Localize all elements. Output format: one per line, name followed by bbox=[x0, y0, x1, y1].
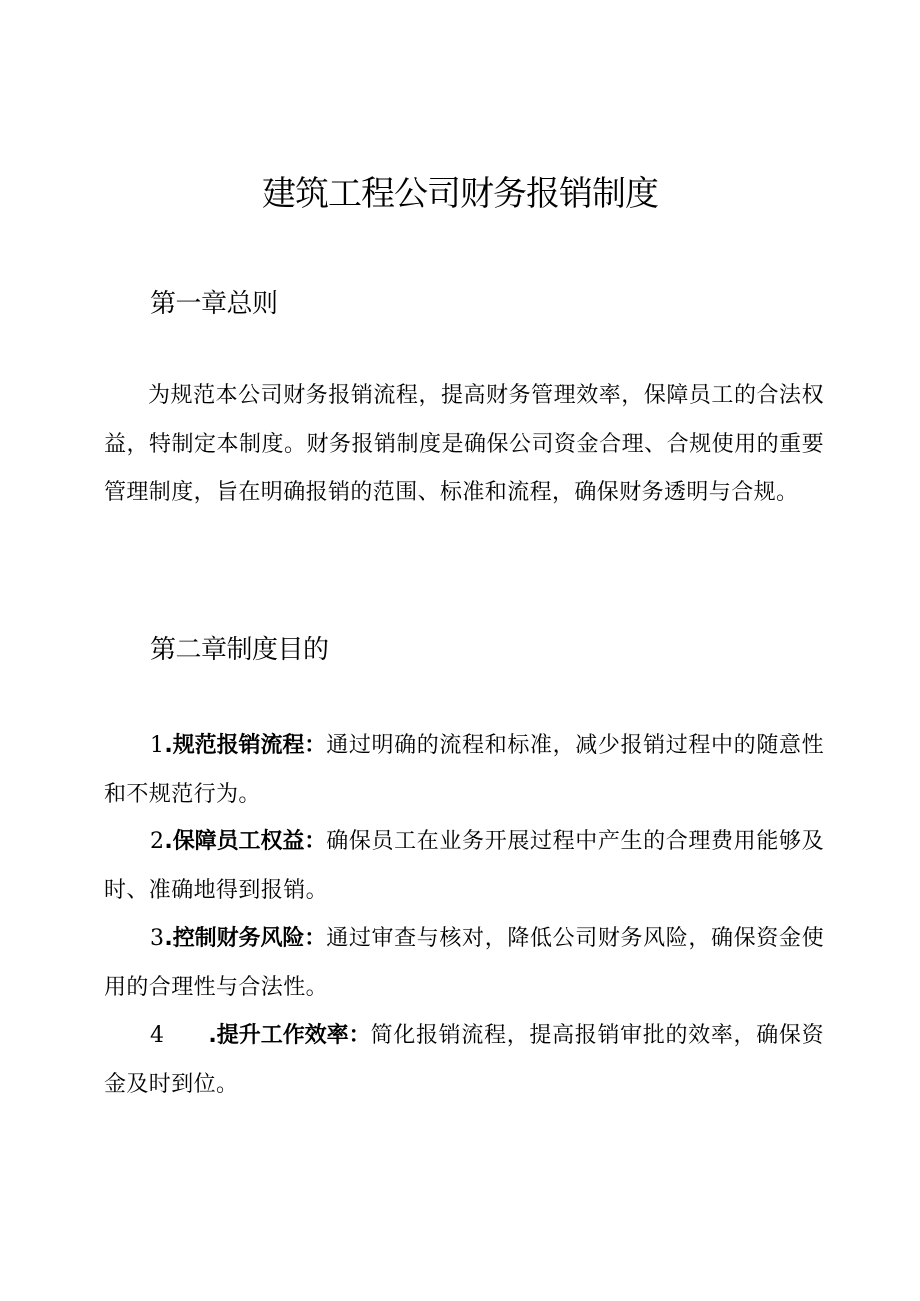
item-term: .提升工作效率： bbox=[208, 1023, 371, 1048]
chapter-1-heading: 第一章总则 bbox=[150, 289, 278, 319]
chapter-1-paragraph: 为规范本公司财务报销流程，提高财务管理效率，保障员工的合法权益，特制定本制度。财务报销制度是确保公司资金合理、合规使用的重要管理制度，旨在明确报销的范围、标准和流程，确保财务透明与合规。 bbox=[104, 383, 824, 505]
list-item-2 bbox=[104, 818, 824, 915]
item-number: 2 bbox=[150, 829, 165, 854]
list-item-3 bbox=[104, 915, 824, 1012]
item-text: 通过审查与核对，降低公司财务风险，确保资金使用的合理性与合法性。 bbox=[104, 926, 824, 1000]
item-text: 通过明确的流程和标准，减少报销过程中的随意性和不规范行为。 bbox=[104, 733, 824, 807]
chapter-2-heading: 第二章制度目的 bbox=[150, 635, 329, 665]
document-title: 建筑工程公司财务报销制度 bbox=[262, 174, 658, 214]
item-term: .保障员工权益： bbox=[164, 829, 327, 854]
item-number: 3 bbox=[150, 926, 165, 951]
item-number: 4 bbox=[150, 1023, 165, 1048]
list-item-4 bbox=[104, 1012, 824, 1109]
item-number: 1 bbox=[150, 733, 165, 758]
item-text: 确保员工在业务开展过程中产生的合理费用能够及时、准确地得到报销。 bbox=[104, 829, 824, 903]
item-term: .控制财务风险： bbox=[164, 926, 327, 951]
item-text: 简化报销流程，提高报销审批的效率，确保资金及时到位。 bbox=[104, 1023, 824, 1097]
item-term: .规范报销流程： bbox=[164, 733, 327, 758]
list-item-1 bbox=[104, 722, 824, 819]
